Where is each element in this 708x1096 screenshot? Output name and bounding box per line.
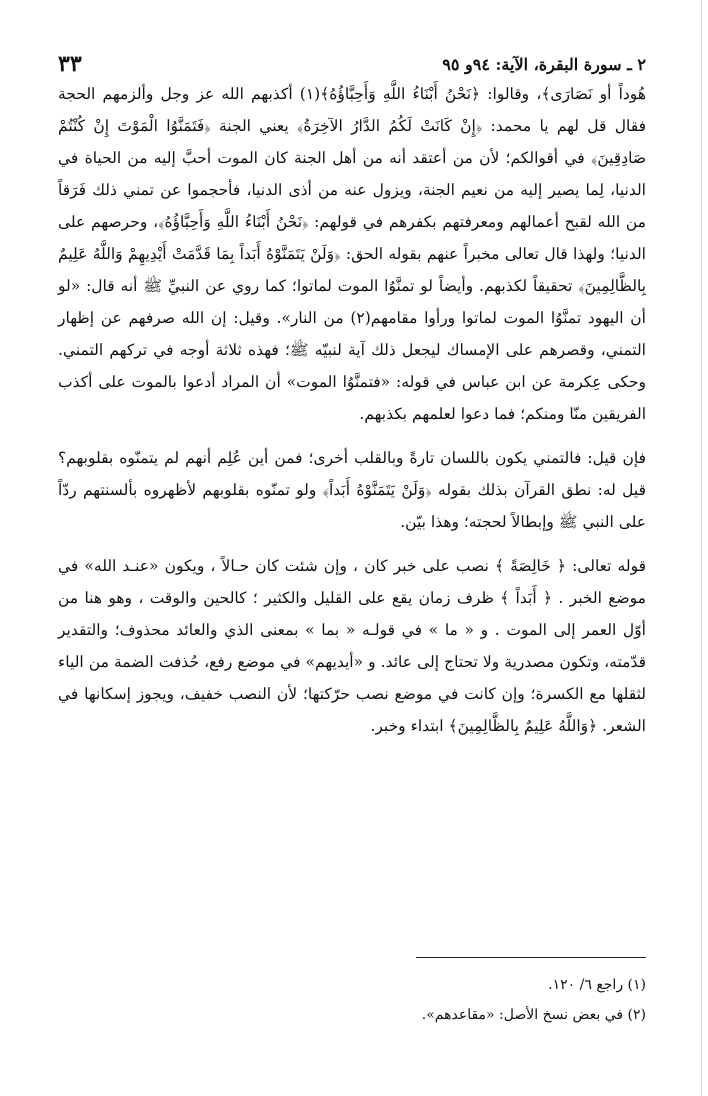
page-header bbox=[58, 50, 646, 78]
scan-edge-line bbox=[701, 0, 702, 1096]
running-title: ٢ ـ سورة البقرة، الآية: ٩٤و ٩٥ bbox=[442, 54, 646, 74]
paragraph-2: فإن قيل: فالتمني يكون باللسان تارةً وبالقلب أخرى؛ فمن أين عُلِم أنهم لم يتمنّوه بقلوبهم؟ قيل له: نطق القرآن بذلك بقوله ﴿وَلَنْ يَتَمَنَّوْهُ أَبَداً﴾ ولو تمنّوه بقلوبهم لأظهروه بألسنتهم ردّاً على النبي ﷺ وإبطالاً لحجته؛ وهذا بيّن. bbox=[58, 449, 646, 531]
footnote-1: (١) راجع ٦/ ١٢٠. bbox=[548, 977, 646, 993]
paragraph-1: هُوداً أو نَصَارَى﴾، وقالوا: ﴿نَحْنُ أَبْنَاءُ اللَّهِ وَأَحِبَّاؤُهُ﴾(١) أكذبهم الله عز وجل وألزمهم الحجة فقال قل لهم يا محمد: ﴿إِنْ كَانَتْ لَكُمُ الدَّارُ الآخِرَةُ﴾ يعني الجنة ﴿فَتَمَنَّوُا الْمَوْتَ إِنْ كُنْتُمْ صَادِقِينَ﴾ في أقوالكم؛ لأن من أعتقد أنه من أهل الجنة كان الموت أحبَّ إليه من الحياة في الدنيا، لِما يصير إليه من نعيم الجنة، ويزول عنه من أذى الدنيا، فأحجموا عن تمني ذلك فَرَقاً من الله لقبح أعمالهم ومعرفتهم بكفرهم في قولهم: ﴿نَحْنُ أَبْنَاءُ اللَّهِ وَأَحِبَّاؤُهُ﴾، وحرصهم على الدنيا؛ ولهذا قال تعالى مخبراً عنهم بقوله الحق: ﴿وَلَنْ يَتَمَنَّوْهُ أَبَداً بِمَا قَدَّمَتْ أَيْدِيهِمْ وَاللَّهُ عَلِيمٌ بِالظَّالِمِينَ﴾ تحقيقاً لكذبهم. وأيضاً لو تمنَّوُا الموت لماتوا؛ كما روي عن النبيِّ ﷺ أنه قال: «لو أن اليهود تمنَّوُا الموت لماتوا ورأوا مقامهم(٢) من النار». وقيل: إن الله صرفهم عن إظهار التمني، وقصرهم على الإمساك ليجعل ذلك آية لنبيّه ﷺ؛ فهذه ثلاثة أوجه في تركهم التمني. وحكى عِكرمة عن ابن عباس في قوله: «فتمنَّوُا الموت» أن المراد أدعوا بالموت على أكذب الفريقين منّا ومنكم؛ فما دعوا لعلمهم بكذبهم. bbox=[58, 85, 646, 423]
page-number: ٣٣ bbox=[58, 51, 82, 77]
footnote-separator bbox=[416, 957, 646, 958]
footnote-2: (٢) في بعض نسخ الأصل: «مقاعدهم». bbox=[421, 1007, 646, 1023]
body-text bbox=[58, 78, 646, 742]
book-page bbox=[58, 50, 646, 1023]
footnotes bbox=[58, 970, 646, 1030]
paragraph-3: قوله تعالى: ﴿ خَالِصَةً ﴾ نصب على خبر كان ، وإن شئت كان حـالاً ، ويكون «عنـد الله» في موضع الخبر . ﴿ أَبَداً ﴾ ظرف زمان يقع على القليل والكثير ؛ كالحين والوقت ، وهو هنا من أوّل العمر إلى الموت . و « ما » في قولـه « بما » بمعنى الذي والعائد محذوف؛ والتقدير قدّمته، وتكون مصدرية ولا تحتاج إلى عائد. و «أيديهم» في موضع رفع، حُذفت الضمة من الياء لثقلها مع الكسرة؛ وإن كانت في موضع نصب حرّكتها؛ لأن النصب خفيف، ويجوز إسكانها في الشعر. ﴿وَاللَّهُ عَلِيمٌ بِالظَّالِمِينَ﴾ ابتداء وخبر. bbox=[58, 557, 646, 735]
